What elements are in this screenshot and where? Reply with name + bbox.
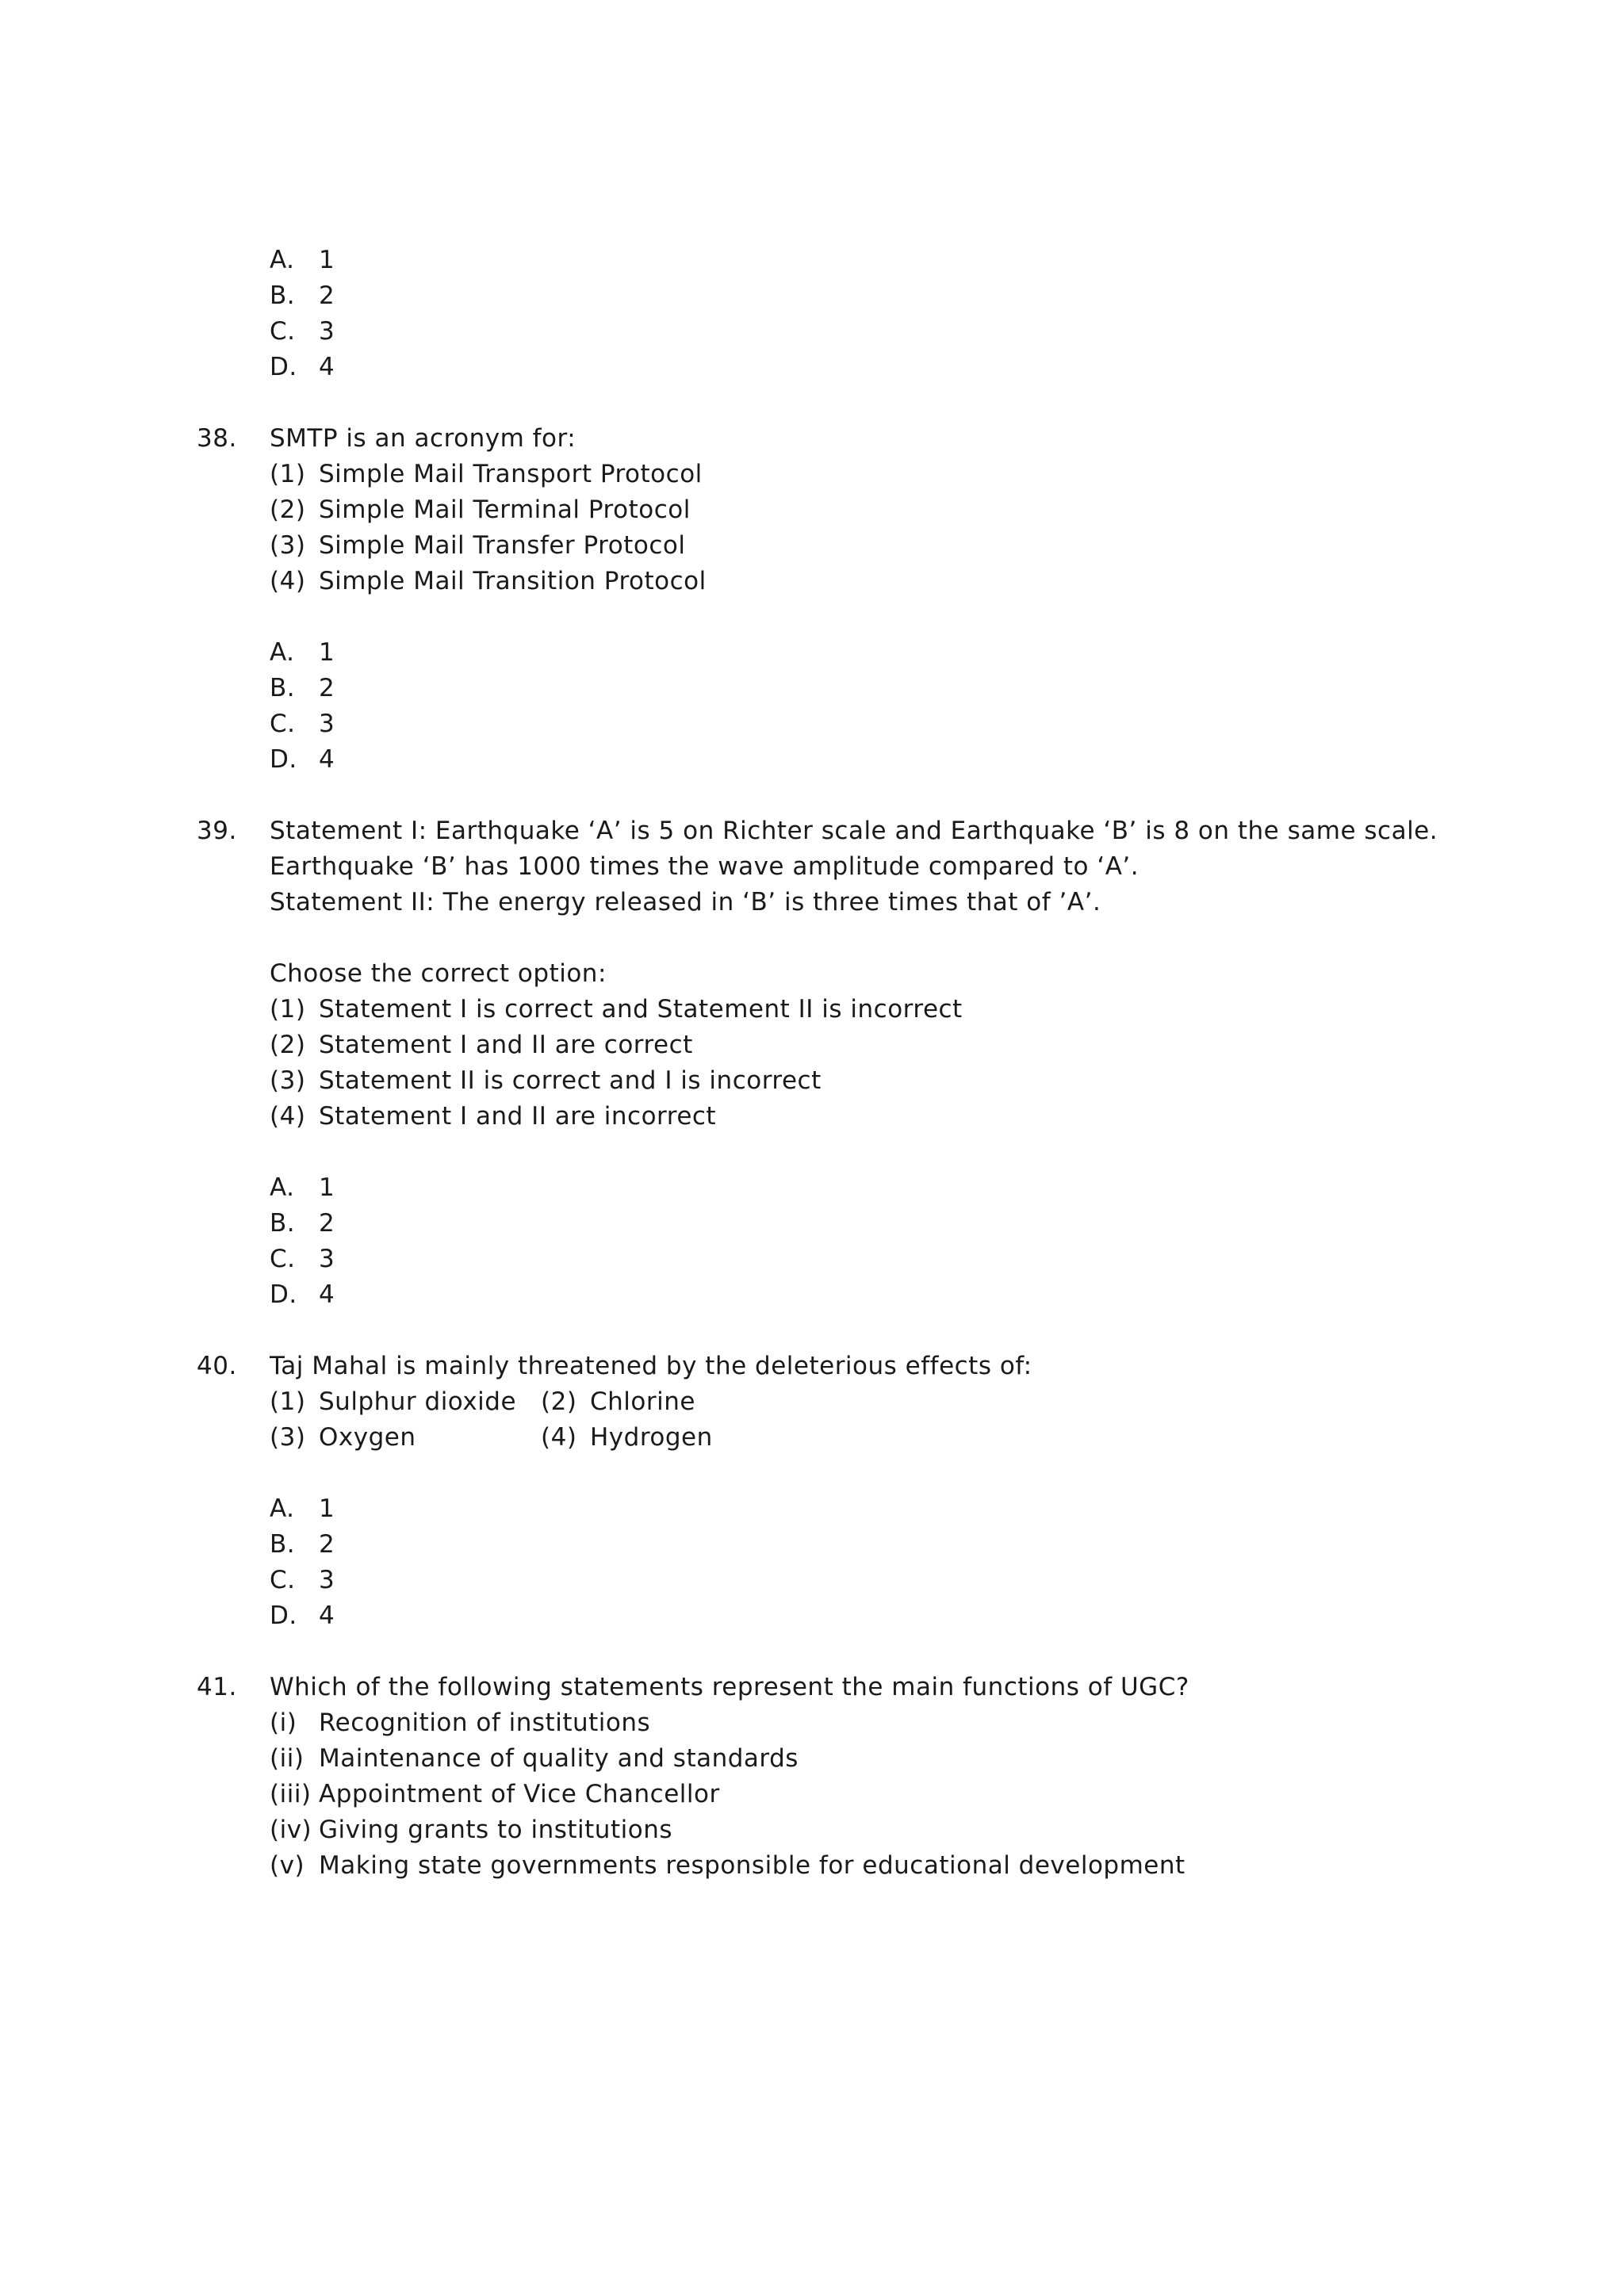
answer-choices <box>270 1491 1481 1634</box>
answer-choice <box>270 1491 1481 1527</box>
option-tag: (1) <box>270 460 306 488</box>
answer-letter: A. <box>270 246 295 274</box>
answer-letter: C. <box>270 710 296 738</box>
answer-value: 3 <box>319 1566 335 1594</box>
answer-value: 4 <box>319 353 335 381</box>
answer-choice <box>270 1598 1481 1634</box>
answer-value: 1 <box>319 1494 335 1523</box>
answer-value: 3 <box>319 710 335 738</box>
option-item <box>270 564 1481 599</box>
option-row <box>270 1420 1481 1456</box>
option-tag: (4) <box>270 1102 306 1131</box>
answer-letter: C. <box>270 1245 296 1273</box>
question-text: SMTP is an acronym for: <box>270 424 576 453</box>
option-tag: (v) <box>270 1851 305 1880</box>
answer-choice <box>270 1242 1481 1277</box>
option-item <box>270 1848 1481 1884</box>
question-38 <box>197 421 1481 778</box>
option-text: Simple Mail Transition Protocol <box>319 567 707 595</box>
answer-letter: B. <box>270 281 296 310</box>
answer-letter: A. <box>270 1494 295 1523</box>
option-tag: (i) <box>270 1709 297 1737</box>
question-number: 40. <box>197 1352 237 1380</box>
option-tag: (1) <box>270 1387 306 1416</box>
answer-choice <box>270 1563 1481 1598</box>
option-text: Simple Mail Transport Protocol <box>319 460 703 488</box>
question-text: Earthquake ‘B’ has 1000 times the wave amplitude compared to ‘A’. <box>270 852 1139 881</box>
option-item <box>270 1741 1481 1777</box>
option-item <box>270 1099 1481 1135</box>
option-item <box>270 492 1481 528</box>
option-item <box>270 1705 1481 1741</box>
answer-choices-continued <box>270 243 1481 385</box>
answer-value: 4 <box>319 1280 335 1309</box>
answer-choice <box>270 1527 1481 1563</box>
answer-value: 1 <box>319 1173 335 1202</box>
question-text: Statement II: The energy released in ‘B’ is three times that of ’A’. <box>270 888 1101 916</box>
answer-letter: A. <box>270 1173 295 1202</box>
answer-letter: B. <box>270 1530 296 1559</box>
answer-letter: C. <box>270 1566 296 1594</box>
answer-choice <box>270 1277 1481 1313</box>
option-text: Statement I is correct and Statement II is incorrect <box>319 995 963 1024</box>
answer-letter: C. <box>270 317 296 346</box>
question-number: 41. <box>197 1673 237 1701</box>
option-item <box>541 1420 713 1456</box>
answer-value: 2 <box>319 1209 335 1238</box>
option-text: Appointment of Vice Chancellor <box>319 1780 720 1808</box>
answer-choice <box>270 243 1481 278</box>
option-text: Statement I and II are incorrect <box>319 1102 717 1131</box>
answer-choice <box>270 350 1481 385</box>
option-item <box>270 1777 1481 1812</box>
answer-choice <box>270 635 1481 671</box>
option-tag: (ii) <box>270 1744 304 1773</box>
answer-choices <box>270 635 1481 778</box>
option-text: Making state governments responsible for educational development <box>319 1851 1185 1880</box>
option-text: Hydrogen <box>590 1423 713 1452</box>
answer-choice <box>270 706 1481 742</box>
option-text: Giving grants to institutions <box>319 1816 672 1844</box>
option-text: Simple Mail Terminal Protocol <box>319 496 691 524</box>
answer-choice <box>270 278 1481 314</box>
question-number: 38. <box>197 424 237 453</box>
answer-value: 2 <box>319 281 335 310</box>
option-text: Oxygen <box>319 1423 416 1452</box>
answer-letter: D. <box>270 1601 297 1630</box>
answer-value: 2 <box>319 1530 335 1559</box>
answer-letter: D. <box>270 745 297 774</box>
answer-value: 3 <box>319 1245 335 1273</box>
option-tag: (2) <box>270 1031 306 1059</box>
answer-choice <box>270 671 1481 706</box>
answer-letter: B. <box>270 1209 296 1238</box>
option-item <box>541 1384 695 1420</box>
answer-choice <box>270 1170 1481 1206</box>
answer-choice <box>270 314 1481 350</box>
option-text: Sulphur dioxide <box>319 1387 517 1416</box>
page-content <box>197 243 1481 1919</box>
option-tag: (1) <box>270 995 306 1024</box>
option-item <box>270 1384 541 1420</box>
answer-letter: D. <box>270 353 297 381</box>
option-text: Statement I and II are correct <box>319 1031 693 1059</box>
option-tag: (iv) <box>270 1816 312 1844</box>
option-row <box>270 1384 1481 1420</box>
question-41 <box>197 1670 1481 1884</box>
answer-value: 1 <box>319 246 335 274</box>
question-text: Taj Mahal is mainly threatened by the deleterious effects of: <box>270 1352 1032 1380</box>
question-text: Which of the following statements represent the main functions of UGC? <box>270 1673 1189 1701</box>
question-40 <box>197 1349 1481 1634</box>
option-item <box>270 1812 1481 1848</box>
answer-letter: B. <box>270 674 296 702</box>
answer-letter: A. <box>270 638 295 667</box>
answer-value: 4 <box>319 745 335 774</box>
option-item <box>270 528 1481 564</box>
option-text: Maintenance of quality and standards <box>319 1744 799 1773</box>
answer-letter: D. <box>270 1280 297 1309</box>
question-text: Statement I: Earthquake ‘A’ is 5 on Richter scale and Earthquake ‘B’ is 8 on the same scale. <box>270 817 1438 845</box>
question-39 <box>197 813 1481 1313</box>
question-prompt: Choose the correct option: <box>270 959 607 988</box>
option-tag: (iii) <box>270 1780 312 1808</box>
answer-value: 2 <box>319 674 335 702</box>
option-item <box>270 992 1481 1027</box>
option-tag: (3) <box>270 1423 306 1452</box>
option-text: Simple Mail Transfer Protocol <box>319 531 686 560</box>
answer-choice <box>270 742 1481 778</box>
option-item <box>270 1027 1481 1063</box>
option-text: Statement II is correct and I is incorrect <box>319 1066 822 1095</box>
question-number: 39. <box>197 817 237 845</box>
option-item <box>270 1420 541 1456</box>
answer-choices <box>270 1170 1481 1313</box>
option-tag: (4) <box>270 567 306 595</box>
option-tag: (3) <box>270 1066 306 1095</box>
answer-value: 3 <box>319 317 335 346</box>
option-text: Recognition of institutions <box>319 1709 651 1737</box>
option-item <box>270 1063 1481 1099</box>
answer-value: 4 <box>319 1601 335 1630</box>
answer-choice <box>270 1206 1481 1242</box>
option-text: Chlorine <box>590 1387 695 1416</box>
answer-value: 1 <box>319 638 335 667</box>
option-tag: (2) <box>270 496 306 524</box>
option-tag: (3) <box>270 531 306 560</box>
option-tag: (4) <box>541 1423 577 1452</box>
option-tag: (2) <box>541 1387 577 1416</box>
option-item <box>270 457 1481 492</box>
